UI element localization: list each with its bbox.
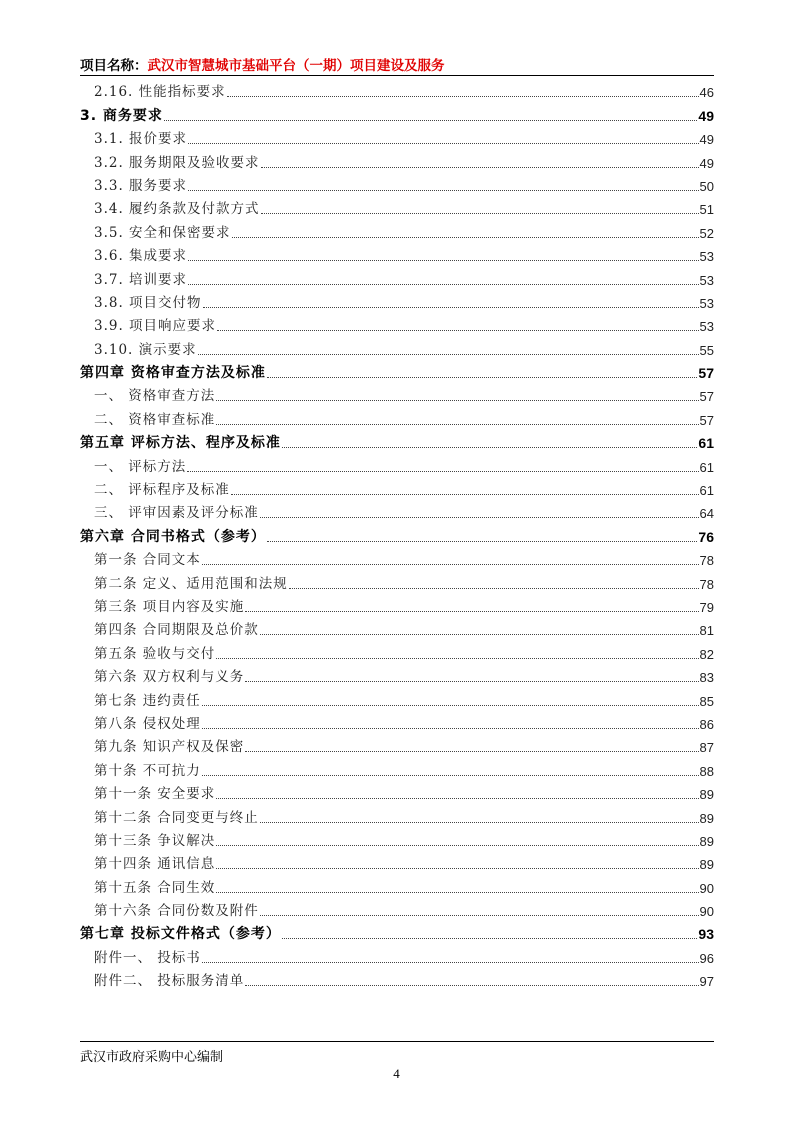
toc-entry-title: 3.5. 安全和保密要求 [94,224,231,241]
page-number: 4 [393,1066,400,1081]
toc-leader-dots [216,424,698,425]
toc-entry[interactable] [80,781,714,804]
toc-entry[interactable] [80,477,714,500]
toc-entry[interactable] [80,243,714,266]
toc-leader-dots [202,775,699,776]
toc-entry-title: 3.4. 履约条款及付款方式 [94,201,260,218]
toc-entry-title: 第七条 违约责任 [94,692,201,709]
table-of-contents [80,79,714,991]
toc-entry-title: 3.9. 项目响应要求 [94,318,217,335]
toc-entry[interactable] [80,149,714,172]
toc-leader-dots [164,120,697,121]
project-name-label: 项目名称： [80,58,148,74]
toc-leader-dots [260,822,699,823]
toc-entry-title: 3.2. 服务期限及验收要求 [94,154,260,171]
toc-entry-title: 第十五条 合同生效 [94,879,216,896]
toc-entry[interactable] [80,173,714,196]
toc-entry[interactable] [80,898,714,921]
toc-entry-title: 3.7. 培训要求 [94,271,188,288]
toc-entry[interactable] [80,547,714,570]
toc-entry[interactable] [80,968,714,991]
toc-leader-dots [202,564,699,565]
toc-entry-page: 90 [699,880,714,896]
toc-leader-dots [188,143,698,144]
toc-entry-title: 第十条 不可抗力 [94,762,201,779]
toc-entry[interactable] [80,711,714,734]
toc-entry[interactable] [80,102,714,125]
toc-leader-dots [245,681,698,682]
toc-entry[interactable] [80,79,714,102]
toc-leader-dots [245,751,698,752]
toc-entry-page: 61 [698,435,714,452]
toc-leader-dots [227,96,699,97]
toc-leader-dots [245,611,698,612]
toc-entry-title: 第十二条 合同变更与终止 [94,809,259,826]
toc-entry-page: 78 [699,576,714,592]
toc-entry[interactable] [80,313,714,336]
toc-entry-page: 89 [699,810,714,826]
toc-entry[interactable] [80,804,714,827]
toc-leader-dots [203,307,699,308]
toc-leader-dots [217,330,698,331]
toc-leader-dots [260,915,699,916]
toc-entry[interactable] [80,687,714,710]
toc-entry-title: 第十六条 合同份数及附件 [94,903,259,920]
toc-entry-title: 二、 评标程序及标准 [94,482,230,499]
toc-entry-page: 53 [699,249,714,265]
toc-entry[interactable] [80,523,714,546]
toc-entry-page: 57 [699,412,714,428]
toc-entry-title: 第十四条 通讯信息 [94,856,216,873]
toc-entry-page: 61 [699,459,714,475]
toc-entry[interactable] [80,944,714,967]
toc-entry-page: 51 [699,202,714,218]
toc-entry[interactable] [80,640,714,663]
toc-leader-dots [231,494,699,495]
toc-entry[interactable] [80,196,714,219]
toc-entry[interactable] [80,664,714,687]
toc-entry-page: 90 [699,904,714,920]
toc-leader-dots [267,541,698,542]
toc-leader-dots [188,284,698,285]
toc-entry[interactable] [80,453,714,476]
toc-entry-page: 53 [699,272,714,288]
toc-entry[interactable] [80,851,714,874]
toc-leader-dots [202,728,699,729]
toc-entry-page: 96 [699,950,714,966]
toc-entry-page: 82 [699,646,714,662]
toc-leader-dots [260,517,699,518]
toc-entry[interactable] [80,336,714,359]
toc-entry-page: 89 [699,857,714,873]
toc-entry-title: 3.6. 集成要求 [94,248,188,265]
toc-entry-title: 第八条 侵权处理 [94,715,201,732]
toc-entry-title: 第三条 项目内容及实施 [94,598,245,615]
toc-leader-dots [187,471,698,472]
toc-entry-page: 85 [699,693,714,709]
toc-entry-title: 第四章 资格审查方法及标准 [80,365,266,382]
toc-entry-title: 第十三条 争议解决 [94,832,216,849]
toc-leader-dots [245,985,698,986]
toc-entry-title: 一、 资格审查方法 [94,388,216,405]
toc-entry[interactable] [80,570,714,593]
toc-entry[interactable] [80,360,714,383]
toc-entry-title: 第五条 验收与交付 [94,645,216,662]
toc-leader-dots [261,167,699,168]
toc-entry-title: 3.8. 项目交付物 [94,294,202,311]
toc-entry-page: 76 [698,528,714,545]
toc-entry-title: 三、 评审因素及评分标准 [94,505,259,522]
toc-leader-dots [289,588,699,589]
toc-leader-dots [232,237,699,238]
toc-leader-dots [216,868,698,869]
footer-divider [80,1041,714,1042]
toc-entry-title: 第十一条 安全要求 [94,786,216,803]
toc-entry[interactable] [80,219,714,242]
toc-entry[interactable] [80,406,714,429]
toc-entry-title: 一、 评标方法 [94,458,187,475]
toc-entry-title: 第九条 知识产权及保密 [94,739,245,756]
toc-entry-page: 79 [699,599,714,615]
toc-entry-title: 3.3. 服务要求 [94,177,188,194]
toc-entry-page: 46 [699,85,714,101]
toc-entry[interactable] [80,734,714,757]
toc-entry-title: 第四条 合同期限及总价款 [94,622,259,639]
toc-leader-dots [198,354,699,355]
toc-entry-page: 87 [699,740,714,756]
toc-entry[interactable] [80,874,714,897]
toc-leader-dots [216,400,698,401]
toc-entry-title: 2.16. 性能指标要求 [94,84,226,101]
toc-entry-page: 49 [699,155,714,171]
toc-entry-title: 二、 资格审查标准 [94,411,216,428]
toc-entry-page: 88 [699,763,714,779]
toc-entry[interactable] [80,290,714,313]
toc-entry[interactable] [80,594,714,617]
toc-entry-page: 89 [699,833,714,849]
toc-entry-page: 83 [699,670,714,686]
toc-leader-dots [216,658,698,659]
toc-leader-dots [261,213,699,214]
toc-leader-dots [260,634,699,635]
toc-entry-page: 52 [699,225,714,241]
toc-entry-page: 61 [699,483,714,499]
toc-entry[interactable] [80,757,714,780]
toc-entry-page: 64 [699,506,714,522]
toc-entry-page: 86 [699,716,714,732]
page-header [80,54,714,74]
toc-entry[interactable] [80,500,714,523]
toc-entry-page: 57 [698,365,714,382]
toc-entry-page: 97 [699,974,714,990]
toc-entry-title: 第六条 双方权利与义务 [94,669,245,686]
toc-leader-dots [202,962,699,963]
toc-leader-dots [202,705,699,706]
toc-entry-page: 81 [699,623,714,639]
toc-entry-page: 93 [698,926,714,943]
toc-entry[interactable] [80,383,714,406]
toc-entry-page: 49 [699,132,714,148]
toc-entry-page: 53 [699,295,714,311]
toc-entry-title: 第二条 定义、适用范围和法规 [94,575,288,592]
toc-entry-page: 50 [699,178,714,194]
toc-entry-page: 78 [699,553,714,569]
toc-entry-title: 3.1. 报价要求 [94,131,188,148]
toc-entry-title: 附件二、 投标服务清单 [94,973,245,990]
toc-leader-dots [188,190,698,191]
toc-entry-title: 附件一、 投标书 [94,949,201,966]
toc-entry-title: 第七章 投标文件格式（参考） [80,926,281,943]
toc-entry-title: 3. 商务要求 [80,107,163,124]
toc-entry[interactable] [80,828,714,851]
toc-entry-title: 第六章 合同书格式（参考） [80,528,266,545]
header-divider [80,75,714,76]
toc-entry-page: 57 [699,389,714,405]
toc-entry-page: 55 [699,342,714,358]
toc-leader-dots [216,892,698,893]
toc-entry-title: 第一条 合同文本 [94,552,201,569]
toc-leader-dots [216,845,698,846]
toc-entry-title: 3.10. 演示要求 [94,341,197,358]
toc-entry[interactable] [80,617,714,640]
toc-entry-page: 89 [699,787,714,803]
toc-leader-dots [216,798,698,799]
project-name: 武汉市智慧城市基础平台（一期）项目建设及服务 [147,58,445,74]
toc-entry[interactable] [80,266,714,289]
toc-leader-dots [282,938,698,939]
toc-leader-dots [282,447,698,448]
toc-entry-page: 53 [699,319,714,335]
footer-text: 武汉市政府采购中心编制 [80,1050,224,1065]
toc-leader-dots [188,260,698,261]
toc-entry-page: 49 [698,107,714,124]
toc-entry[interactable] [80,430,714,453]
toc-leader-dots [267,377,698,378]
toc-entry[interactable] [80,126,714,149]
toc-entry[interactable] [80,921,714,944]
toc-entry-title: 第五章 评标方法、程序及标准 [80,435,281,452]
